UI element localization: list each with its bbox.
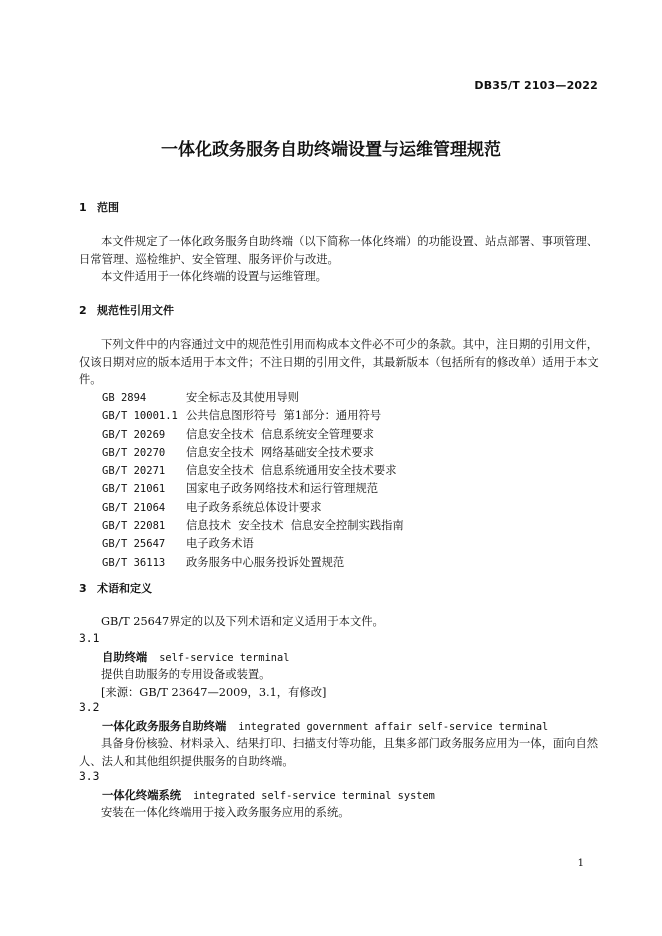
reference-code: GB/T 21064 <box>102 501 166 514</box>
reference-title: 信息安全技术 信息系统通用安全技术要求 <box>186 464 397 478</box>
reference-title: 国家电子政务网络技术和运行管理规范 <box>186 482 379 496</box>
term-definition: 安装在一体化终端用于接入政务服务应用的系统。 <box>101 806 350 819</box>
document-title: 一体化政务服务自助终端设置与运维管理规范 <box>161 140 501 160</box>
reference-item <box>102 499 404 517</box>
reference-item <box>102 389 404 407</box>
reference-code: GB/T 20271 <box>102 465 166 478</box>
reference-title: 政务服务中心服务投诉处置规范 <box>186 555 345 569</box>
reference-title: 信息安全技术 网络基础安全技术要求 <box>186 445 374 459</box>
page-number: 1 <box>577 858 584 869</box>
term-name-en: integrated self-service terminal system <box>193 790 435 802</box>
reference-code: GB/T 36113 <box>102 556 166 569</box>
reference-title: 电子政务术语 <box>186 537 254 551</box>
term-number: 3.1 <box>79 632 100 645</box>
section-3-heading <box>79 580 152 596</box>
reference-code: GB/T 22081 <box>102 520 166 533</box>
reference-title: 电子政务系统总体设计要求 <box>186 500 322 514</box>
reference-code: GB/T 20269 <box>102 428 166 441</box>
scope-paragraph-2: 本文件适用于一体化终端的设置与运维管理。 <box>101 270 327 283</box>
term-number: 3.2 <box>79 701 100 714</box>
term-number: 3.3 <box>79 770 100 783</box>
reference-title: 公共信息图形符号 第1部分：通用符号 <box>186 409 382 423</box>
term-name-zh: 一体化政务服务自助终端 <box>102 720 227 733</box>
standard-code: DB35/T 2103—2022 <box>474 79 598 92</box>
reference-item <box>102 517 404 535</box>
term-name-en: integrated government affair self-service terminal <box>238 721 549 733</box>
reference-item <box>102 554 404 572</box>
section-2-heading <box>79 302 174 318</box>
reference-list <box>102 389 404 572</box>
reference-title: 安全标志及其使用导则 <box>186 391 299 404</box>
term-definition: 提供自助服务的专用设备或装置。 <box>101 668 271 681</box>
reference-item <box>102 407 404 425</box>
reference-title: 信息安全技术 信息系统安全管理要求 <box>186 427 374 441</box>
term-source: [来源：GB/T 23647—2009，3.1，有修改] <box>101 686 327 699</box>
term-name <box>102 649 289 665</box>
term-definition: 具备身份核验、材料录入、结果打印、扫描支付等功能，且集多部门政务服务应用为一体，面向自然人、法人和其他组织提供服务的自助终端。 <box>79 737 599 768</box>
reference-item <box>102 426 404 444</box>
term-name <box>102 718 548 734</box>
section-number: 2 <box>79 304 87 317</box>
term-name <box>102 787 435 803</box>
section-title: 规范性引用文件 <box>97 304 174 317</box>
section-title: 术语和定义 <box>97 582 152 595</box>
reference-item <box>102 535 404 553</box>
section-number: 1 <box>79 201 87 214</box>
reference-code: GB/T 20270 <box>102 446 166 459</box>
section-title: 范围 <box>97 201 119 214</box>
scope-paragraph-1: 本文件规定了一体化政务服务自助终端（以下简称一体化终端）的功能设置、站点部署、事项管理、日常管理、巡检维护、安全管理、服务评价与改进。 <box>79 235 599 266</box>
terms-intro: GB/T 25647界定的以及下列术语和定义适用于本文件。 <box>101 615 384 628</box>
reference-code: GB 2894 <box>102 392 147 404</box>
term-name-zh: 一体化终端系统 <box>102 789 182 802</box>
reference-item <box>102 444 404 462</box>
reference-item <box>102 462 404 480</box>
reference-code: GB/T 25647 <box>102 538 166 551</box>
term-name-en: self-service terminal <box>159 652 290 664</box>
normative-references-intro: 下列文件中的内容通过文中的规范性引用而构成本文件必不可少的条款。其中，注日期的引用文件，仅该日期对应的版本适用于本文件；不注日期的引用文件，其最新版本（包括所有的修改单）适用于本文件。 <box>79 338 599 386</box>
reference-code: GB/T 10001.1 <box>102 410 178 423</box>
reference-title: 信息技术 安全技术 信息安全控制实践指南 <box>186 519 404 533</box>
reference-item <box>102 480 404 498</box>
term-name-zh: 自助终端 <box>102 651 148 664</box>
section-number: 3 <box>79 582 87 595</box>
reference-code: GB/T 21061 <box>102 483 166 496</box>
section-1-heading <box>79 199 119 215</box>
